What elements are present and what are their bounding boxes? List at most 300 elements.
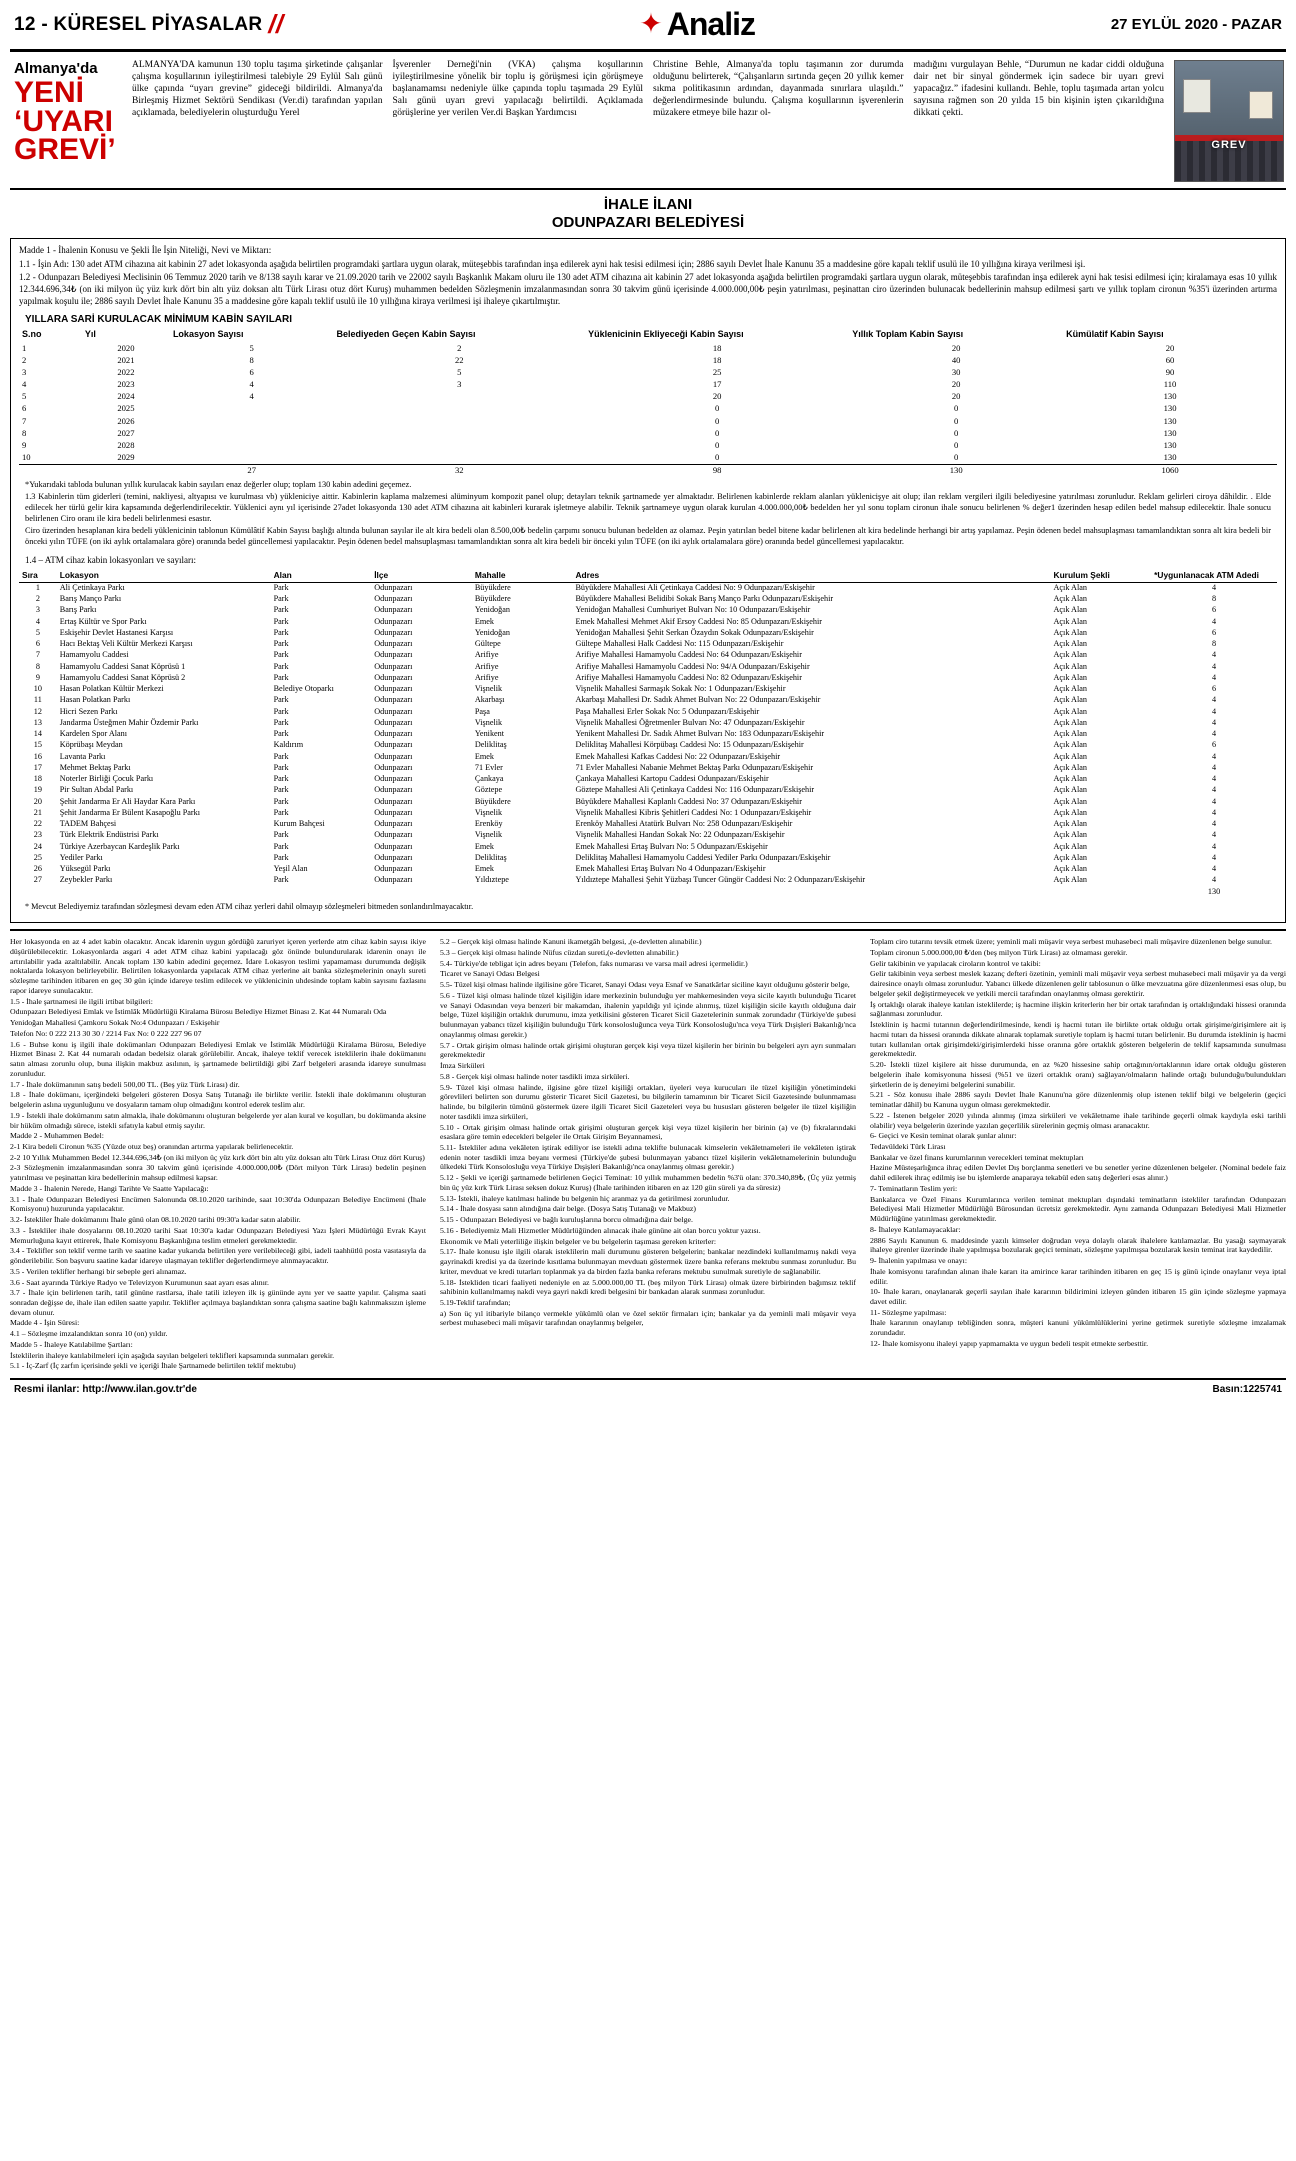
legal-paragraph: İmza Sirküleri [440, 1061, 485, 1071]
cell-alan: Park [273, 605, 289, 615]
masthead [10, 0, 1286, 52]
note-0: *Yukarıdaki tabloda bulunan yıllık kurulacak kabin sayıları enaz değerler olup; toplam 130 kabin adedini geçemez. [25, 480, 412, 490]
cell-sno: 7 [22, 415, 27, 426]
cell-sno: 10 [22, 452, 31, 463]
cell-lok: 4 [249, 391, 254, 402]
cell-empty [371, 886, 472, 897]
th-yuklenici: Yüklenicinin Ekliyeceği Kabin Sayısı [588, 329, 744, 340]
cell-kurulum: Açık Alan [1053, 796, 1087, 806]
table-row [19, 740, 1277, 751]
cell-sira: 3 [35, 605, 40, 615]
cell-ilce: Odunpazarı [374, 605, 413, 615]
cell-yil: 2025 [117, 403, 135, 414]
cell-lokasyon: Hamamyolu Caddesi Sanat Köprüsü 2 [59, 672, 186, 682]
cabin-table [19, 328, 1277, 477]
cell-kurulum: Açık Alan [1053, 841, 1087, 851]
cell-adres: Erenköy Mahallesi Atatürk Bulvarı No: 258 Odunpazarı/Eskişehir [575, 819, 793, 829]
cell-sira: 12 [33, 706, 42, 716]
table-row [19, 639, 1277, 650]
tender-intro-2: 1.2 - Odunpazarı Belediyesi Meclisinin 06 Temmuz 2020 tarih ve 8/138 sayılı karar ve 21.09.2020 tarih ve 22002 sayılı Başkanlık Makam oluru ile 130 adet ATM cihazına ait kabinin 27 adet lokasyonda aşağıda belirtilen programdaki şartlara uygun olarak, müteşebbis tarafından inşa edilerek ayni hak tesisi edilmesi için; kiralamaya esas 10 yıllık 12.344.696,34₺ (on iki milyon üç yüz kırk dört bin altı yüz doksan altı Türk Lirası otuz dört Kuruş) muhammen bedelden Sözleşmenin imzalanmasından sonra 30 takvim günü içerisinde 4.000.000,00₺ peşin yatırılması, peşinattan ciro üzerinden bulunacak bedellerinin mahsup edilmesi şartı ve yıllık toplam cironun %35'i üzerinden artırma yapılmak koşulu ile; 2886 sayılı Devlet İhale Kanunu 35 a maddesine göre kapalı teklif usulü ile 10 yıllığına kiraya verilmesi işi ihaleye çıkartılmıştır. [19, 272, 1277, 306]
cell-yuk: 20 [712, 391, 722, 402]
cell-sira: 25 [33, 852, 42, 862]
cell-ilce: Odunpazarı [374, 796, 413, 806]
cell-kurulum: Açık Alan [1053, 639, 1087, 649]
cell-adres: Yenikent Mahallesi Dr. Sadık Ahmet Bulvarı No: 183 Odunpazarı/Eskişehir [575, 729, 825, 739]
table-row [19, 452, 1277, 465]
cell-ilce: Odunpazarı [374, 706, 413, 716]
cell-alan: Park [273, 830, 289, 840]
legal-paragraph: Gelir takibinin veya serbest meslek kazanç defteri özetinin, yeminli mali müşavir veya serbest muhasebeci mali müşavir ya da vergi dairesince onaylı olması zorunludur. Yabancı ülkede düzenlenen gelir tablosunun o ülke mevzuatına göre düzenlenmesi esas olup, bu belgeler şekil değiştirmeyecek ve yetkili mercii tarafından onaylanmış olması gerektirir. [870, 969, 1286, 998]
cell-adet: 4 [1212, 616, 1217, 626]
cell-mahalle: Yenidoğan [474, 627, 510, 637]
cell-ilce: Odunpazarı [374, 594, 413, 604]
atm-location-table [19, 569, 1277, 898]
protest-sign-1 [1183, 79, 1211, 113]
cell-lokasyon: Barış Parkı [59, 605, 97, 615]
cell-kum: 130 [1163, 391, 1177, 402]
table-row [19, 415, 1277, 427]
cell-lokasyon: Hicri Sezen Parkı [59, 706, 118, 716]
legal-paragraph: 5.11- İstekliler adına vekâleten iştirak ediliyor ise istekli adına teklifte bulunacak kimselerin vekâletnameleri ile vekâleten iştirak edenin noter tasdikli imza beyanı vermesi (Türkiye'de şubesi bulunmayan yabancı tüzel kişilerin vekâletnamelerinin bulunduğu ülkedeki Türk Konsolosluğu veya Türkiye Dışişleri Bakanlığı'nca onaylanmış olması gerekir.) [440, 1142, 856, 1172]
cell-kurulum: Açık Alan [1053, 616, 1087, 626]
cell-yuk: 18 [712, 342, 722, 353]
table-row [19, 729, 1277, 740]
cell-lokasyon: Yediler Parkı [59, 852, 103, 862]
legal-paragraph: 10- İhale kararı, onaylanarak geçerli sayılan ihale kararının bildirimini izleyen günden itibaren 15 gün içinde sözleşme yapmaya davet edilir. [870, 1287, 1286, 1306]
table-row [19, 391, 1277, 403]
legal-paragraph: Madde 4 - İşin Süresi: [10, 1318, 80, 1328]
atm-table-header-row [19, 569, 1277, 582]
cell-adet: 4 [1212, 650, 1217, 660]
press-number: Basın:1225741 [1212, 1384, 1282, 1396]
cell-lok [170, 427, 334, 439]
cell-alan: Park [273, 717, 289, 727]
cell-yuk: 25 [712, 366, 722, 377]
th-yillik: Yıllık Toplam Kabin Sayısı [852, 329, 964, 340]
th-kurulum: Kurulum Şekli [1051, 569, 1152, 582]
cell-sira: 9 [35, 672, 40, 682]
cell-ilce: Odunpazarı [374, 740, 413, 750]
cell-mahalle: Emek [474, 751, 494, 761]
cell-sira: 18 [33, 774, 42, 784]
legal-paragraph: 9- İhalenin yapılması ve onayı: [870, 1256, 968, 1266]
legal-paragraph: 2-1 Kira bedeli Cironun %35 (Yüzde otuz beş) oranından artırma yapılarak belirlenecektir. [10, 1141, 294, 1151]
cell-lokasyon: Lavanta Parkı [59, 751, 106, 761]
cell-alan: Park [273, 695, 289, 705]
cell-kurulum: Açık Alan [1053, 695, 1087, 705]
cell-kum: 110 [1163, 379, 1177, 390]
cell-alan: Kurum Bahçesi [273, 819, 325, 829]
legal-paragraph: 5.1 - İç-Zarf (İç zarfın içerisinde şekli ve içeriği İhale Şartnamede belirtilen teklif mektubu) [10, 1361, 296, 1371]
th-lokasyon: Lokasyon Sayısı [172, 329, 244, 340]
table-row [19, 695, 1277, 706]
cell-sno: 6 [22, 403, 27, 414]
legal-paragraph: 3.5 - Verilen teklifler herhangi bir sebeple geri alınamaz. [10, 1266, 187, 1276]
legal-paragraph: İsteklinin iş hacmi tutarının değerlendirilmesinde, kendi iş hacmi tutarı ile birlikte ortak olduğu ortak girişime/girişimlere ait iş hacmi tutarı da hissesi oranında dikkate alınarak toplamak suretiyle toplam iş hacmi tutarı belirlenir. Bu durumda isteklinin iş hacmi tutarı kullanılan ortak girişimdeki/girişimlerdeki hisse oranına göre ortaklık gösteren belgelerin de teklif kapsamında sunulması gerekmektedir. [870, 1020, 1286, 1059]
cell-lokasyon: Yüksegül Parkı [59, 864, 111, 874]
cell-yillik: 40 [951, 354, 961, 365]
table-row [19, 830, 1277, 841]
legal-paragraph: 7- Teminatların Teslim yeri: [870, 1183, 958, 1193]
cell-yuk: 0 [715, 427, 720, 438]
cell-ilce: Odunpazarı [374, 650, 413, 660]
cell-mahalle: Emek [474, 864, 494, 874]
cell-adet: 4 [1212, 695, 1217, 705]
cell-adet: 6 [1212, 684, 1217, 694]
cell-adres: Emek Mahallesi Ertaş Bulvarı No: 5 Odunpazarı/Eskişehir [575, 841, 768, 851]
legal-paragraph: 1.8 - İhale dokümanı, içerğindeki belgeleri gösteren Dosya Satış Tutanağı ile birlikte verilir. İstekli ihale dokümanını oluşturan belgelerin aslına uygunluğunu ve dosyaların tamam olup olmadığını kontrol ederek teslim alır. [10, 1090, 426, 1110]
cell-lokasyon: Hasan Polatkan Kültür Merkezi [59, 684, 164, 694]
cell-sno: 1 [22, 342, 27, 353]
cell-adres: Vişnelik Mahallesi Handan Sokak No: 22 Odunpazarı/Eskişehir [575, 830, 785, 840]
cell-mahalle: Yenidoğan [474, 605, 510, 615]
legal-paragraph: 5.3 – Gerçek kişi olması halinde Nüfus cüzdan sureti,(e-devletten alınabilir.) [440, 948, 679, 958]
cell-adres: Deliklitaş Mahallesi Hamamyolu Caddesi Yediler Parkı Odunpazarı/Eskişehir [575, 852, 831, 862]
cell-sira: 13 [33, 717, 42, 727]
cell-adres: Deliklitaş Mahallesi Körpübaşı Caddesi No: 15 Odunpazarı/Eskişehir [575, 740, 804, 750]
legal-paragraph: 4.1 – Sözleşme imzalandıktan sonra 10 (on) yıldır. [10, 1329, 168, 1339]
cell-total-sno [19, 464, 82, 477]
cell-ilce: Odunpazarı [374, 695, 413, 705]
cell-ilce: Odunpazarı [374, 875, 413, 885]
cell-yillik: 0 [954, 403, 959, 414]
cell-kum: 130 [1163, 452, 1177, 463]
th-kumulatif: Kümülatif Kabin Sayısı [1066, 329, 1164, 340]
cell-adres: Yenidoğan Mahallesi Şehit Serkan Özaydın Sokak Odunpazarı/Eskişehir [575, 627, 814, 637]
cell-kum: 130 [1163, 415, 1177, 426]
cell-alan: Park [273, 841, 289, 851]
legal-paragraph: Bankalarca ve Özel Finans Kurumlarınca verilen teminat mektupları dışındaki teminatların istekliler tarafından Odunpazarı Belediyesi Mali Hizmetler Müdürlüğü Bürosundan ücretsiz gerekmektedir. Aynı zamanda Odunpazarı Belediyesi Mali Hizmetler Müdürlüğüne yatırılması gerekmektedir. [870, 1194, 1286, 1224]
cell-empty [1051, 886, 1152, 897]
legal-paragraph: 1.6 - Buhse konu iş ilgili ihale dokümanları Odunpazarı Belediyesi Emlak ve İstimlâk Müdürlüğü Kiralama Bürosu, Belediye Hizmet Binası 2. Kat 44 numaralı odadan bedelsiz olarak görülebilir. Ancak, ihaleye teklif verecek isteklilerin ihale dokümanını satın alması zorunlu olup, buna ilişkin makbuz asılının, iş şartnamede belirtildiği gibi Zarf belgeleri arasında idareye sunulması zorunludur. [10, 1039, 426, 1078]
table-row [19, 684, 1277, 695]
legal-paragraph: 11- Sözleşme yapılması: [870, 1307, 947, 1317]
legal-paragraph: Yenidoğan Mahallesi Çamkoru Sokak No:4 Odunpazarı / Eskişehir [10, 1018, 220, 1028]
tender-intro [10, 238, 1286, 923]
th-adres: Adres [572, 569, 1050, 582]
cell-kurulum: Açık Alan [1053, 650, 1087, 660]
cell-total-yillik: 130 [849, 464, 1063, 477]
tender-title [10, 190, 1286, 236]
legal-text-block [10, 929, 1286, 1372]
legal-paragraph: Gelir takibinin ve yapılacak ciroların kontrol ve takibi: [870, 958, 1041, 968]
cell-empty [271, 886, 372, 897]
cell-adet: 4 [1212, 751, 1217, 761]
cell-mahalle: Göztepe [474, 785, 503, 795]
cell-mahalle: Arifiye [474, 650, 499, 660]
legal-paragraph: 3.2- İstekliler İhale dokümanını İhale günü olan 08.10.2020 tarihi 09:30'a kadar satın alabilir. [10, 1215, 301, 1225]
cell-kurulum: Açık Alan [1053, 594, 1087, 604]
cell-alan: Yeşil Alan [273, 864, 308, 874]
legal-paragraph: Ekonomik ve Mali yeterliliğe ilişkin belgeler ve bu belgelerin taşıması gereken kriterler: [440, 1236, 717, 1246]
cell-bel [333, 427, 585, 439]
cell-sira: 1 [35, 582, 40, 592]
cell-yil: 2029 [117, 452, 135, 463]
cell-ilce: Odunpazarı [374, 751, 413, 761]
cell-sira: 14 [33, 729, 42, 739]
cabin-table-notes [19, 477, 1277, 548]
cell-kurulum: Açık Alan [1053, 819, 1087, 829]
cell-bel [333, 452, 585, 465]
cell-kurulum: Açık Alan [1053, 875, 1087, 885]
cell-ilce: Odunpazarı [374, 841, 413, 851]
cell-adres: Vişnelik Mahallesi Kibris Şehitleri Caddesi No: 1 Odunpazarı/Eskişehir [575, 807, 812, 817]
cell-lokasyon: Köprübaşı Meydan [59, 740, 123, 750]
cell-sira: 10 [33, 684, 42, 694]
cell-yil: 2028 [117, 440, 135, 450]
cell-lokasyon: Barış Manço Parkı [59, 594, 122, 604]
cell-alan: Park [273, 785, 289, 795]
cell-adres: Arifiye Mahallesi Hamamyolu Caddesi No: 82 Odunpazarı/Eskişehir [575, 672, 802, 682]
th-mahalle: Mahalle [472, 569, 573, 582]
cell-sira: 24 [33, 841, 42, 851]
table-row [19, 616, 1277, 627]
cell-sira: 4 [35, 616, 40, 626]
cell-ilce: Odunpazarı [374, 762, 413, 772]
cell-alan: Park [273, 796, 289, 806]
cell-kurulum: Açık Alan [1053, 717, 1087, 727]
cell-ilce: Odunpazarı [374, 864, 413, 874]
cell-ilce: Odunpazarı [374, 819, 413, 829]
cell-kum: 90 [1165, 366, 1175, 377]
cell-sira: 19 [33, 785, 42, 795]
cell-ilce: Odunpazarı [374, 684, 413, 694]
cell-kurulum: Açık Alan [1053, 830, 1087, 840]
cell-sira: 27 [33, 875, 42, 885]
cell-yillik: 0 [954, 427, 959, 438]
table-row [19, 650, 1277, 661]
table-row [19, 440, 1277, 452]
cell-lokasyon: Şehit Jandarma Er Bülent Kasapoğlu Parkı [59, 807, 201, 817]
cell-kurulum: Açık Alan [1053, 762, 1087, 772]
cell-adet: 8 [1212, 594, 1217, 604]
cell-lok [170, 403, 334, 415]
official-ads-url[interactable]: Resmi ilanlar: http://www.ilan.gov.tr'de [14, 1384, 197, 1396]
legal-paragraph: 5.18- İstekliden ticari faaliyeti nedeniyle en az 5.000.000,00 TL (beş milyon Türk Lirası) olmak üzere birbirinden bağımsız teklif sahibinin kullanılmamış nakdi veya gayri nakdi kredi belgesini bir bankadan alarak sunması zorunludur. [440, 1277, 856, 1297]
cell-adet: 4 [1212, 774, 1217, 784]
cell-lokasyon: Mehmet Bektaş Parkı [59, 762, 131, 772]
news-photo [1174, 60, 1282, 182]
cell-adres: Vişnelik Mahallesi Öğretmenler Bulvarı No: 47 Odunpazarı/Eskişehir [575, 717, 805, 727]
cell-adet: 4 [1212, 729, 1217, 739]
news-headline: YENİ ‘UYARI GREVİ’ [14, 76, 116, 166]
cell-alan: Park [273, 762, 289, 772]
cell-mahalle: Erenköy [474, 819, 503, 829]
table-row [19, 427, 1277, 439]
legal-paragraph: 3.3 - İstekliler ihale dosyalarını 08.10.2020 tarihi Saat 10:30'a kadar Odunpazarı Belediyesi Yazı İşleri Müdürlüğü Evrak Kayıt Memurluğuna kayıt ettirerek, İhale Komisyonu Başkanlığına teslim etmeleri gerekmektedir. [10, 1225, 426, 1245]
cell-kurulum: Açık Alan [1053, 864, 1087, 874]
cell-ilce: Odunpazarı [374, 616, 413, 626]
cell-adet: 4 [1212, 796, 1217, 806]
cell-alan: Park [273, 582, 289, 592]
cell-mahalle: Arifiye [474, 661, 499, 671]
cell-yil: 2024 [117, 391, 135, 402]
cell-alan: Kaldırım [273, 740, 304, 750]
legal-paragraph: 5.6 - Tüzel kişi olması halinde tüzel kişiliğin idare merkezinin bulunduğu yer mahkemesinden veya sicile kayıtlı bulunduğu Ticaret ve Sanayi Odasından veya benzeri bir makamdan, ihalenin yapıldığı yıl içinde alınmış, tüzel kişiliğin sicile kayıtlı olduğuna dair belge, Tüzel kişiliğin ortaklık durumunu, imza yetkilisini gösteren Ticaret Sicil Gazetelerinin sunmak zorundadır (Türkiye'de şubesi bulunmayan yabancı tüzel kişiliğin bulunduğu Türk konsolosluğunca veya Türk Konsolosluğu'nca veya Türk Dışişleri Bakanlığı'nca onaylanmış olması gerekir.) [440, 990, 856, 1039]
th-alan: Alan [271, 569, 372, 582]
table-row [19, 819, 1277, 830]
cell-bel [333, 415, 585, 427]
cell-mahalle: Vişnelik [474, 807, 503, 817]
th-sira: Sıra [19, 569, 57, 582]
cell-yillik: 0 [954, 415, 959, 426]
cell-ilce: Odunpazarı [374, 717, 413, 727]
cell-kurulum: Açık Alan [1053, 807, 1087, 817]
cell-adet: 8 [1212, 639, 1217, 649]
legal-paragraph: Bankalar ve özel finans kurumlarının verecekleri teminat mektupları [870, 1152, 1084, 1162]
table-row [19, 605, 1277, 616]
tender-title-line1: İHALE İLANI [603, 196, 693, 213]
cell-kurulum: Açık Alan [1053, 605, 1087, 615]
cell-lok [170, 452, 334, 465]
cell-mahalle: Yıldıztepe [474, 875, 509, 885]
cell-kurulum: Açık Alan [1053, 661, 1087, 671]
cell-lokasyon: Türk Elektrik Endüstrisi Parkı [59, 830, 159, 840]
cell-bel: 2 [457, 342, 462, 353]
cell-lokasyon: Ertaş Kültür ve Spor Parkı [59, 616, 147, 626]
cell-adet: 6 [1212, 605, 1217, 615]
cell-kurulum: Açık Alan [1053, 627, 1087, 637]
legal-paragraph: 5.7 - Ortak girişim olması halinde ortak girişimi oluşturan gerçek kişi veya tüzel kişilerin her birinin bu belgeleri ayrı ayrı sunmaları gerekmektedir [440, 1040, 856, 1060]
table-row [19, 582, 1277, 594]
cell-adres: Emek Mahallesi Kafkas Caddesi No: 22 Odunpazarı/Eskişehir [575, 751, 781, 761]
cell-mahalle: Akarbaşı [474, 695, 505, 705]
legal-paragraph: Madde 3 - İhalenin Nerede, Hangi Tarihte Ve Saatte Yapılacağı: [10, 1183, 209, 1193]
cell-yuk: 0 [715, 440, 720, 450]
cell-sno: 3 [22, 366, 27, 377]
cell-lokasyon: Türkiye Azerbaycan Kardeşlik Parkı [59, 841, 180, 851]
legal-paragraph: İş ortaklığı olarak ihaleye katılan isteklilerde; iş hacmine ilişkin kriterlerin her bir ortak tarafından iş ortaklığındaki hissesi oranında sağlanması zorunludur. [870, 999, 1286, 1019]
cell-adres: Vişnelik Mahallesi Sarmaşık Sokak No: 1 Odunpazarı/Eskişehir [575, 684, 786, 694]
table-row [19, 774, 1277, 785]
cell-adres: Arifiye Mahallesi Hamamyolu Caddesi No: 64 Odunpazarı/Eskişehir [575, 650, 802, 660]
cell-alan: Park [273, 875, 289, 885]
cell-mahalle: 71 Evler [474, 762, 503, 772]
cell-alan: Park [273, 627, 289, 637]
atm-table-title: 1.4 – ATM cihaz kabin lokasyonları ve sayıları: [25, 555, 196, 566]
cell-mahalle: Deliklitaş [474, 740, 507, 750]
cell-sira: 15 [33, 740, 42, 750]
cell-adet: 4 [1212, 672, 1217, 682]
cell-yil: 2027 [117, 427, 135, 438]
atm-table-total-row [19, 886, 1277, 897]
cell-alan: Park [273, 706, 289, 716]
table-row [19, 379, 1277, 391]
cell-mahalle: Vişnelik [474, 717, 503, 727]
cell-yil: 2022 [117, 366, 135, 377]
cell-lok [170, 440, 334, 452]
cell-yillik: 0 [954, 440, 959, 450]
cell-mahalle: Deliklitaş [474, 852, 507, 862]
news-column-3: Christine Behle, Almanya'da toplu taşımanın zor durumda olduğunu belirterek, “Çalışanların sırtında geçen 20 yıllık kemer sıkma politikasının ardından, dayanmada sınırlara ulaşıldı.” değerlendirmesinde bulundu. Çalışma koşullarının işverenlerin müzakere etmeye bile hazır ol- [653, 60, 904, 118]
tender-title-line2: ODUNPAZARI BELEDİYESİ [551, 214, 745, 231]
cell-yil: 2021 [117, 354, 135, 365]
th-yil: Yıl [84, 329, 96, 340]
note-2: Ciro üzerinden hesaplanan kira bedeli yüklenicinin tablonun Kümülâtif Kabin Sayısı başlığı altında bulunan sayılar ile alt kira bedeli olan 8.500,00₺ bedelin çarpımı sonucu bulunan bedelden az olamaz. Peşin yatırılan bedel bitene kadar belirlenen alt kira bedelinde herhangi bir artış yapılamaz. Peşin ödenen bedel mahsuplaşması tamamlandıktan sonra alt kira bedeli bir önceki yılın TÜFE (on iki aylık ortalamalara göre) oranında bedel güncellemesi yapılacaktır. Peşin ödenen bedel mahsuplaşması tamamlandıktan sonra alt kira bedeli bir önceki yılın TÜFE (on iki aylık ortalamalara göre) oranında bedel güncellemesi yapılacaktır. [25, 526, 1271, 546]
cell-adres: Yenidoğan Mahallesi Cumhuriyet Bulvarı No: 10 Odunpazarı/Eskişehir [575, 605, 811, 615]
cell-adet: 4 [1212, 807, 1217, 817]
cell-adet: 4 [1212, 762, 1217, 772]
legal-paragraph: 5.16 - Belediyemiz Mali Hizmetler Müdürlüğünden alınacak ihale gününe ait olan borcu yoktur yazısı. [440, 1225, 761, 1235]
cell-lok: 8 [249, 354, 254, 365]
cell-lok: 6 [249, 366, 254, 377]
table-row [19, 403, 1277, 415]
cabin-table-header-row [19, 328, 1277, 342]
page-footer [10, 1378, 1286, 1403]
cell-bel [333, 391, 585, 403]
cell-adres: Akarbaşı Mahallesi Dr. Sadık Ahmet Bulvarı No: 22 Odunpazarı/Eskişehir [575, 695, 821, 705]
cell-adet: 4 [1212, 841, 1217, 851]
cell-ilce: Odunpazarı [374, 672, 413, 682]
cell-mahalle: Yenikent [474, 729, 505, 739]
protest-sign-2 [1249, 91, 1273, 119]
cell-sira: 2 [35, 594, 40, 604]
cell-alan: Park [273, 852, 289, 862]
cell-yil: 2026 [117, 415, 135, 426]
cell-adet: 4 [1212, 864, 1217, 874]
cell-total-yil [82, 464, 170, 477]
cell-mahalle: Çankaya [474, 774, 504, 784]
page-label-block [14, 9, 283, 40]
cell-lokasyon: Hamamyolu Caddesi [59, 650, 129, 660]
legal-paragraph: İhale komisyonu tarafından alınan ihale kararı ita amirince karar tarihinden itibaren en geç 15 iş günü içinde onaylanır veya iptal edilir. [870, 1266, 1286, 1286]
cell-alan: Park [273, 807, 289, 817]
cell-yuk: 0 [715, 452, 720, 463]
table-row [19, 706, 1277, 717]
cell-kurulum: Açık Alan [1053, 684, 1087, 694]
cell-kurulum: Açık Alan [1053, 740, 1087, 750]
legal-paragraph: 12- İhale komisyonu ihaleyi yapıp yapmamakta ve uygun bedeli tespit etmekte serbesttir. [870, 1338, 1149, 1348]
cell-adres: 71 Evler Mahallesi Nabanie Mehmet Bektaş Parkı Odunpazarı/Eskişehir [575, 762, 814, 772]
cell-mahalle: Gültepe [474, 639, 501, 649]
cell-bel [333, 403, 585, 415]
cell-kurulum: Açık Alan [1053, 785, 1087, 795]
tender-intro-0: Madde 1 - İhalenin Konusu ve Şekli İle İşin Niteliği, Nevi ve Miktarı: [19, 245, 272, 255]
cell-lokasyon: Kardelen Spor Alanı [59, 729, 128, 739]
legal-paragraph: 5.20- İstekli tüzel kişilere ait hisse durumunda, en az %20 hissesine sahip ortağının/ortaklarının idare ortak olduğu gösteren belgelerin ihale komisyonuna hissesi (%51 ve üzeri ortaklık oranı) sağlayan/olmaların halinde ortağı bulunduğu/bulundukları şirketlerin de iş deneyimi belgelerini sunabilir. [870, 1060, 1286, 1089]
legal-paragraph: 2-3 Sözleşmenin imzalanmasından sonra 30 takvim günü içerisinde 4.000.000,00₺ (Dört milyon Türk Lirası) bedelin peşinen yatırılması ve peşinattan kira bedellerinin mahsup edilmesi kapsar. [10, 1163, 426, 1183]
table-total-row [19, 464, 1277, 477]
table-row [19, 342, 1277, 354]
cell-lok: 5 [249, 342, 254, 353]
legal-paragraph: 5.10 - Ortak girişim olması halinde ortak girişimi oluşturan gerçek kişi veya tüzel kişilerin her birinin (a) ve (b) fıkralarındaki esaslara göre temin edecekleri belgeler ile Ortak Girişim Beyannamesi, [440, 1122, 856, 1142]
th-adet: *Uygunlanacak ATM Adedi [1151, 569, 1277, 582]
cell-sira: 11 [33, 695, 42, 705]
legal-paragraph: 1.9 - İstekli ihale dokümanını satın almakla, ihale dokümanını oluşturan belgelerde yer alan kural ve koşulları, bu dokümanda aksine bir hüküm olmadığı sürece, istekli sıfatıyla kabul etmiş sayılır. [10, 1110, 426, 1130]
legal-paragraph: 2-2 10 Yıllık Muhammen Bedel 12.344.696,34₺ (on iki milyon üç yüz kırk dört bin altı yüz doksan altı Türk Lirası Otuz dört Kuruş) [10, 1152, 425, 1162]
cell-sira: 8 [35, 661, 40, 671]
cell-mahalle: Büyükdere [474, 594, 511, 604]
cell-lokasyon: Jandarma Üsteğmen Mahir Özdemir Parkı [59, 717, 199, 727]
cell-kum: 130 [1163, 440, 1177, 450]
table-row [19, 796, 1277, 807]
cell-yillik: 20 [951, 379, 961, 390]
cell-sira: 7 [35, 650, 40, 660]
tender-intro-1: 1.1 - İşin Adı: 130 adet ATM cihazına ait kabinin 27 adet lokasyonda aşağıda belirtilen programdaki şartlara uygun olarak, müteşebbis tarafından inşa edilerek ayni hak tesisi edilmesi için; 2886 sayılı Devlet İhale Kanunu 35 a maddesine göre kapalı teklif usulü ile 10 yıllığına kiraya verilmesi işi. [19, 258, 1086, 269]
logo-text: Analiz [666, 6, 755, 42]
cell-sno: 8 [22, 427, 27, 438]
cell-alan: Belediye Otoparkı [273, 684, 334, 694]
cell-mahalle: Vişnelik [474, 684, 503, 694]
cell-ilce: Odunpazarı [374, 729, 413, 739]
cell-adet: 4 [1212, 875, 1217, 885]
legal-paragraph: a) Son üç yıl itibariyle bilanço vermekle yükümlü olan ve özel sektör firmaları için; bankalar ya da yeminli mali müşavir veya serbest muhasebeci mali müşavir tarafından onaylanmış belgeler, [440, 1308, 856, 1328]
cell-sira: 20 [33, 796, 42, 806]
cell-sira: 26 [33, 864, 42, 874]
legal-paragraph: 5.12 - Şekli ve içeriği şartnamede belirlenen Geçici Teminat: 10 yıllık muhammen bedelin %3'ü olan: 370.340,89₺, (Üç yüz yetmiş bin üç yüz kırk Türk Lirası seksen dokuz Kuruş) (İhale tarihinden itibaren en az 120 gün süreli ya da süresiz) [440, 1173, 856, 1192]
cell-adres: Büyükdere Mahallesi Kaplanlı Caddesi No: 37 Odunpazarı/Eskişehir [575, 796, 802, 806]
cell-mahalle: Arifiye [474, 672, 499, 682]
